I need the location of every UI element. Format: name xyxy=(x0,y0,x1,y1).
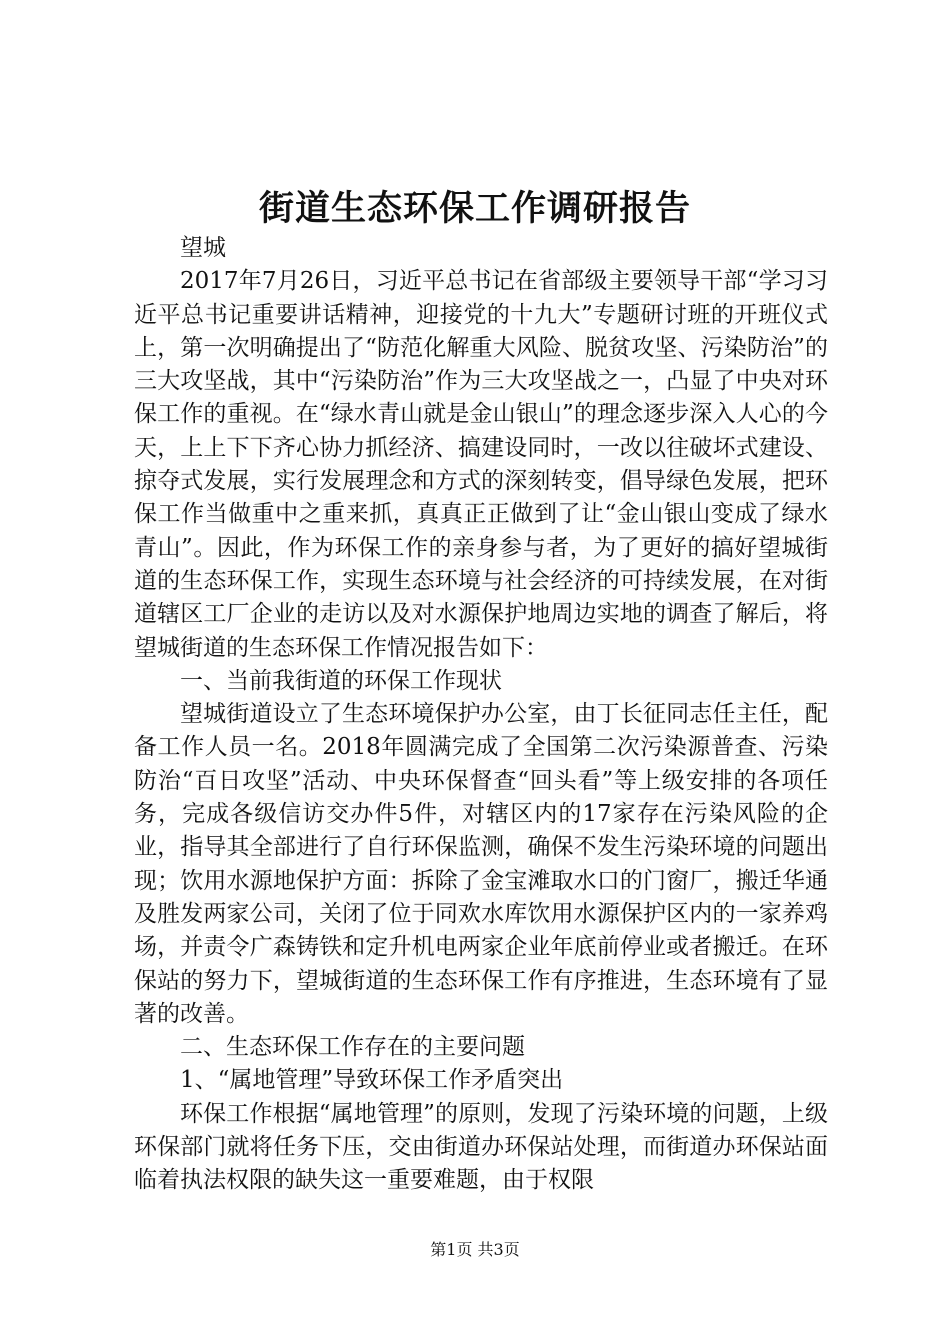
section-heading-2: 二、生态环保工作存在的主要问题 xyxy=(180,1034,525,1061)
intro-paragraph: 2017年7月26日，习近平总书记在省部级主要领导干部“学习习近平总书记重要讲话精神，迎接党的十九大”专题研讨班的开班仪式上，第一次明确提出了“防范化解重大风险、脱贫攻坚、污染防治”的三大攻坚战，其中“污染防治”作为三大攻坚战之一，凸显了中央对环保工作的重视。在“绿水青山就是金山银山”的理念逐步深入人心的今天，上上下下齐心协力抓经济、搞建设同时，一改以往破坏式建设、掠夺式发展，实行发展理念和方式的深刻转变，倡导绿色发展，把环保工作当做重中之重来抓，真真正正做到了让“金山银山变成了绿水青山”。因此，作为环保工作的亲身参与者，为了更好的搞好望城街道的生态环保工作，实现生态环境与社会经济的可持续发展，在对街道辖区工厂企业的走访以及对水源保护地周边实地的调查了解后，将望城街道的生态环保工作情况报告如下： xyxy=(134,268,828,661)
subsection-heading-1: 1、“属地管理”导致环保工作矛盾突出 xyxy=(180,1067,564,1094)
status-paragraph: 望城街道设立了生态环境保护办公室，由丁长征同志任主任，配备工作人员一名。2018年圆满完成了全国第二次污染源普查、污染防治“百日攻坚”活动、中央环保督查“回头看”等上级安排的各项任务，完成各级信访交办件5件，对辖区内的17家存在污染风险的企业，指导其全部进行了自行环保监测，确保不发生污染环境的问题出现；饮用水源地保护方面：拆除了金宝滩取水口的门窗厂，搬迁华通及胜发两家公司，关闭了位于同欢水库饮用水源保护区内的一家养鸡场，并责令广森铸铁和定升机电两家企业年底前停业或者搬迁。在环保站的努力下，望城街道的生态环保工作有序推进，生态环境有了显著的改善。 xyxy=(134,701,828,1027)
author-line: 望城 xyxy=(180,235,226,261)
document-body xyxy=(134,232,828,1198)
problem-paragraph: 环保工作根据“属地管理”的原则，发现了污染环境的问题，上级环保部门就将任务下压，交由街道办环保站处理，而街道办环保站面临着执法权限的缺失这一重要难题，由于权限 xyxy=(134,1100,828,1194)
page-number-footer: 第1页 共3页 xyxy=(430,1240,520,1259)
section-heading-1: 一、当前我街道的环保工作现状 xyxy=(180,667,502,694)
document-title: 街道生态环保工作调研报告 xyxy=(258,188,691,229)
